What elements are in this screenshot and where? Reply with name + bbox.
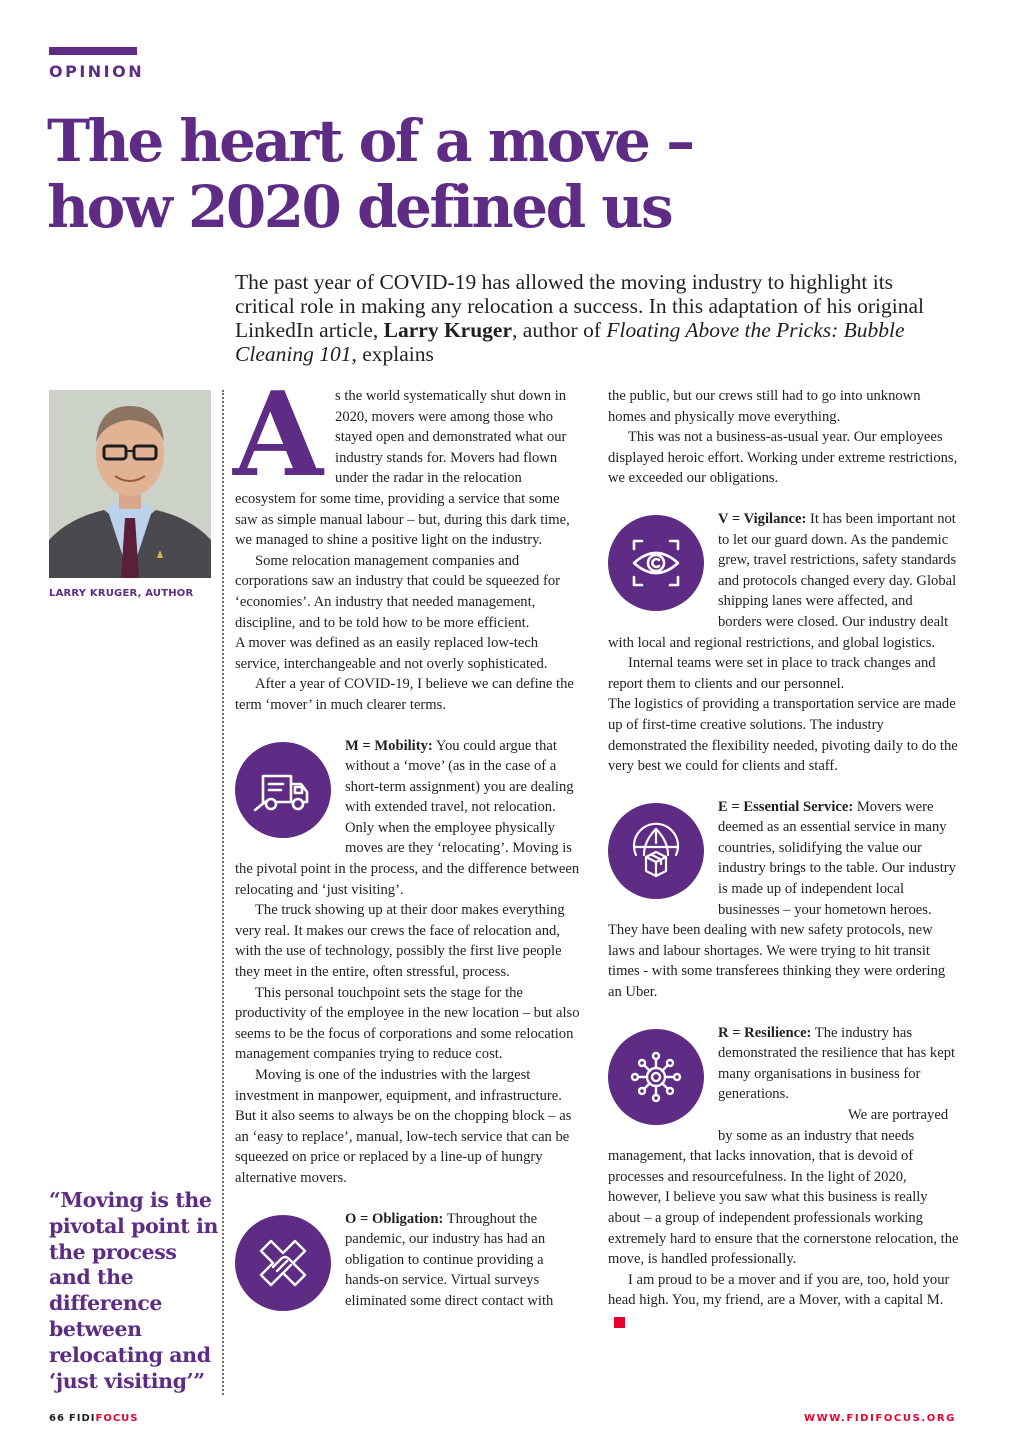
end-mark-icon: FF (614, 1317, 625, 1328)
author-photo (49, 390, 211, 578)
essential-icon-badge (608, 803, 704, 899)
vigilance-icon-badge (608, 515, 704, 611)
website-link[interactable]: WWW.FIDIFOCUS.ORG (803, 1413, 956, 1424)
standfirst-author: Larry Kruger (383, 318, 513, 342)
obligation-icon-badge (235, 1215, 331, 1311)
resilience-section (608, 1023, 960, 1105)
paragraph: We are portrayed by some as an industry that needs management, that lacks innovation, that is devoid of processes and resourcefulness. In the light of 2020, however, I believe you saw what this business is really about – a group of independent professionals working extremely hard to ensure that the cornerstone relocation, the move, is handled professionally. (608, 1107, 959, 1268)
footer-folio (49, 1413, 139, 1424)
closing-paragraph (608, 1270, 960, 1332)
mobility-text: You could argue that without a ‘move’ (as in the case of a short-term assignment) you are dealing with extended travel, not relocation. Only when the employee physically moves are they ‘relocating’. Moving is the pivotal point in the process, and the difference between relocating and ‘just visiting’. (235, 737, 580, 898)
drop-cap: A (233, 367, 324, 503)
resilience-icon-badge (608, 1029, 704, 1125)
author-portrait-image (49, 390, 211, 578)
mobility-section (235, 736, 585, 901)
vigilance-text: It has been important not to let our guard down. As the pandemic grew, travel restrictions, safety standards and protocols changed every day. Global shipping lanes were affected, and borders were closed. Our industry dealt with local and regional restrictions, and global logistics. (608, 510, 957, 651)
truck-icon (251, 758, 315, 822)
essential-section (608, 797, 960, 1003)
essential-text: Movers were deemed as an essential service in many countries, solidifying the value our industry brings to the table. Our industry is made up of independent local businesses – your hometown heroes. They have been dealing with new safety protocols, new laws and labour shortages. We were trying to hit transit times - with some transferees thinking they were ordering an Uber. (608, 798, 956, 1001)
page-number: 66 (49, 1413, 65, 1424)
paragraph: The truck showing up at their door makes everything very real. It makes our crews the face of relocation and, with the use of technology, possibly the first live people they meet in the entire, often stressful, process. (235, 902, 565, 981)
brand-focus: FOCUS (95, 1413, 139, 1424)
mobility-icon-badge (235, 742, 331, 838)
column-divider (222, 390, 224, 1395)
obligation-heading: O = Obligation: (345, 1210, 444, 1227)
globe-package-icon (624, 819, 688, 883)
section-label: OPINION (49, 62, 145, 81)
mobility-heading: M = Mobility: (345, 737, 433, 754)
paragraph: Internal teams were set in place to track changes and report them to clients and our personnel. (608, 655, 936, 692)
joined-hands-icon (251, 1231, 315, 1295)
article-title (47, 108, 807, 240)
paragraph: The logistics of providing a transportation service are made up of first-time creative solutions. The industry demonstrated the flexibility needed, pivoting daily to do the very best we could for clients and staff. (608, 696, 958, 775)
paragraph: the public, but our crews still had to go into unknown homes and physically move everything. (608, 388, 921, 425)
resilience-heading: R = Resilience: (718, 1024, 812, 1041)
brand-fidi: FIDI (68, 1413, 96, 1424)
obligation-text: Throughout the pandemic, our industry has had an obligation to continue providing a hands-on service. Virtual surveys eliminated some direct contact with (345, 1210, 554, 1309)
standfirst-book-title: Floating Above the Pricks: Bubble Cleaning 101 (235, 318, 905, 366)
article-column-1 (233, 367, 585, 1315)
pull-quote: “Moving is the pivotal point in the process and the difference between relocating and ‘just visiting’” (49, 1188, 218, 1393)
vigilance-heading: V = Vigilance: (718, 510, 807, 527)
title-line-1: The heart of a move – (47, 107, 693, 175)
paragraph: After a year of COVID-19, I believe we can define the term ‘mover’ in much clearer terms. (235, 676, 574, 713)
photo-caption: LARRY KRUGER, AUTHOR (49, 588, 194, 599)
paragraph (233, 367, 585, 551)
standfirst-text-middle: , author of (512, 318, 607, 342)
paragraph: This was not a business-as-usual year. Our employees displayed heroic effort. Working under extreme restrictions, we exceeded our obligations. (608, 429, 958, 487)
network-hub-icon (624, 1045, 688, 1109)
essential-heading: E = Essential Service: (718, 798, 854, 815)
eye-scan-icon (624, 531, 688, 595)
closing-text: I am proud to be a mover and if you are, too, hold your head high. You, my friend, are a Mover, with a capital M. (608, 1271, 950, 1309)
title-line-2: how 2020 defined us (47, 173, 672, 241)
resilience-text: The industry has demonstrated the resilience that has kept many organisations in business for generations. (718, 1024, 956, 1103)
paragraph-text: s the world systematically shut down in 2020, movers were among those who stayed open and demonstrated what our industry stands for. Movers had flown under the radar in the relocation ecosystem for some time, providing a service that some saw as simple manual labour – but, during this dark time, we managed to shine a positive light on the industry. (235, 388, 570, 549)
vigilance-section (608, 509, 960, 653)
paragraph: Some relocation management companies and corporations saw an industry that could be squeezed for ‘economies’. An industry that needed management, discipline, and to be told how to be more efficient. (235, 552, 561, 631)
paragraph: A mover was defined as an easily replaced low-tech service, interchangeable and not overly sophisticated. (235, 635, 548, 672)
paragraph: Moving is one of the industries with the largest investment in manpower, equipment, and infrastructure. But it also seems to always be on the chopping block – as an ‘easy to replace’, manual, low-tech service that can be squeezed on price or replaced by a line-up of hungry alternative movers. (235, 1067, 572, 1186)
section-rule (49, 47, 137, 55)
standfirst-text: The past year of COVID-19 has allowed the moving industry to highlight its critical role in making any relocation a success. In this adaptation of his original LinkedIn article, (235, 270, 924, 342)
article-column-2 (608, 386, 960, 1332)
paragraph: This personal touchpoint sets the stage for the productivity of the employee in the new location – but also seems to be the focus of corporations and some relocation management companies trying to reduce cost. (235, 984, 580, 1063)
standfirst (235, 270, 955, 366)
standfirst-text-end: , explains (351, 342, 434, 366)
obligation-section (235, 1209, 585, 1312)
